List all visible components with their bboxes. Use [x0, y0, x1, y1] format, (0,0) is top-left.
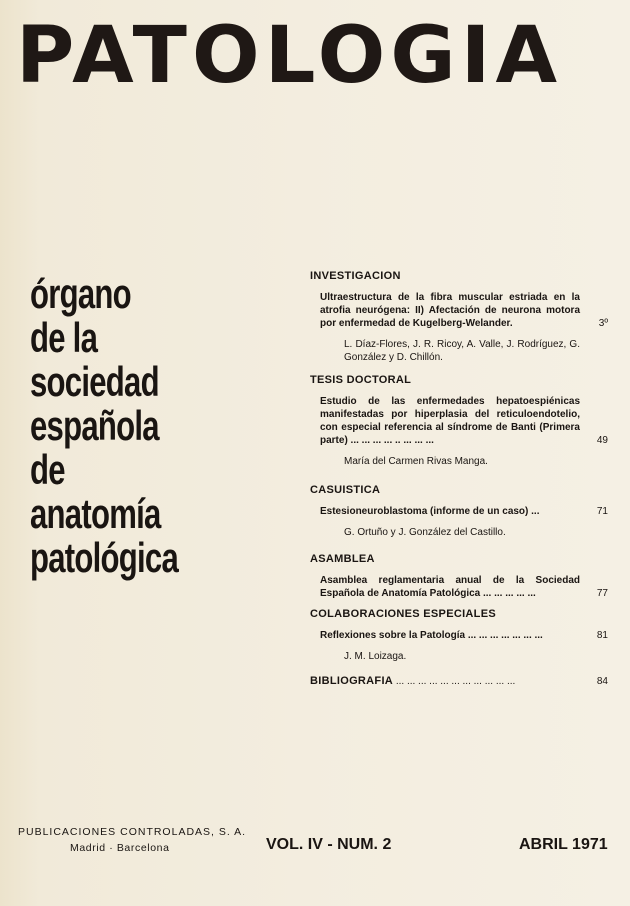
journal-title: PATOLOGIA: [16, 11, 563, 101]
toc-entry: [310, 505, 610, 518]
page-number: 84: [596, 676, 608, 687]
article-title: Asamblea reglamentaria anual de la Sociedad Española de Anatomía Patológica ... ... ... ... ...: [320, 575, 580, 599]
page-number: 49: [596, 435, 608, 446]
publisher-location: Madrid · Barcelona: [70, 842, 170, 854]
tagline-line: sociedad: [30, 358, 159, 405]
toc-entry: [310, 395, 610, 447]
tagline-line: española: [30, 402, 159, 449]
toc-entry: [310, 291, 610, 330]
tagline-line: órgano: [30, 270, 131, 317]
section-heading-asamblea: ASAMBLEA: [310, 553, 375, 565]
tagline-line: anatomía: [30, 490, 161, 537]
section-heading-casuistica: CASUISTICA: [310, 484, 381, 496]
article-authors: G. Ortuño y J. González del Castillo.: [344, 527, 506, 538]
section-heading-investigacion: INVESTIGACION: [310, 270, 401, 282]
page-number: 3º: [598, 318, 608, 329]
toc-entry-bibliografia: [310, 675, 610, 688]
article-title: Estudio de las enfermedades hepatoespiénicas manifestadas por hiperplasia del reticuloendotelio, con especial referencia al síndrome de Banti (Primera parte) ... ... ... ... .. ... ... ...: [320, 396, 580, 446]
page-number: 77: [596, 588, 608, 599]
publisher-name: PUBLICACIONES CONTROLADAS, S. A.: [18, 826, 247, 838]
page-number: 71: [596, 506, 608, 517]
article-authors: L. Díaz-Flores, J. R. Ricoy, A. Valle, J. Rodríguez, G. González y D. Chillón.: [344, 339, 580, 363]
article-authors: J. M. Loizaga.: [344, 651, 407, 662]
toc-entry: [310, 574, 610, 600]
journal-tagline: [30, 272, 178, 580]
issue-volume: VOL. IV - NUM. 2: [266, 836, 392, 853]
article-title: Ultraestructura de la fibra muscular estriada en la atrofia neurógena: II) Afectación de neurona motora por enfermedad de Kugelberg-Welander.: [320, 292, 580, 329]
tagline-line: patológica: [30, 534, 179, 581]
issue-date: ABRIL 1971: [519, 836, 608, 853]
tagline-line: de: [30, 446, 65, 493]
toc-entry: [310, 629, 610, 642]
leader-dots: ... ... ... ... ... ... ... ... ... ... ...: [395, 676, 516, 687]
section-heading-colaboraciones: COLABORACIONES ESPECIALES: [310, 608, 496, 620]
article-title: Estesioneuroblastoma (informe de un caso) ...: [320, 506, 540, 517]
article-title: Reflexiones sobre la Patología ... ... ... ... ... ... ...: [320, 630, 543, 641]
table-of-contents: [310, 270, 610, 688]
section-heading-bibliografia: BIBLIOGRAFIA: [310, 675, 394, 687]
article-authors: María del Carmen Rivas Manga.: [344, 456, 488, 467]
page-number: 81: [596, 630, 608, 641]
section-heading-tesis: TESIS DOCTORAL: [310, 374, 412, 386]
tagline-line: de la: [30, 314, 98, 361]
